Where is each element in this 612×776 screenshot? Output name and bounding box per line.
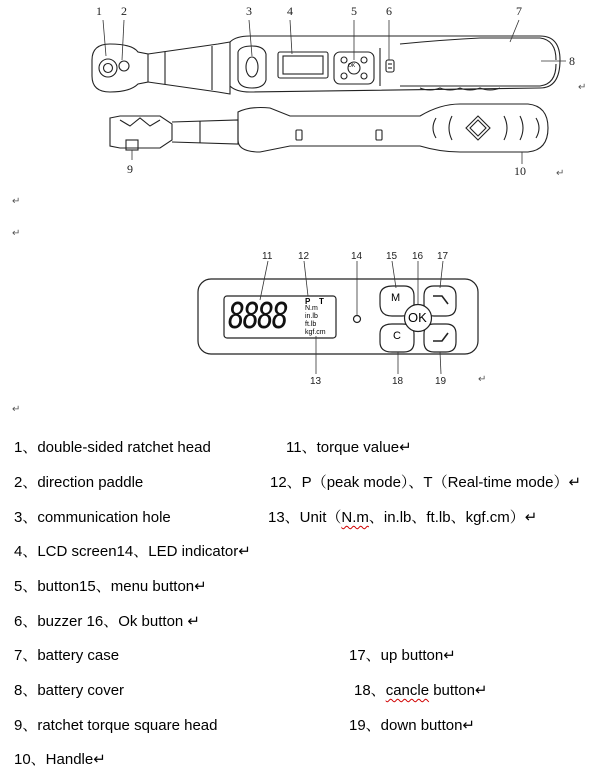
callout-3: 3 [246,4,252,18]
communication-hole [246,57,258,77]
down-button [424,324,456,352]
legend-item-9: 9、ratchet torque square head [14,717,218,734]
return-mark: ↵ [12,196,21,207]
legend-item-3: 3、communication hole [14,509,171,526]
legend-item-6: 6、buzzer 16、Ok button ↵ [14,613,200,630]
legend-item-2: 2、direction paddle [14,474,144,491]
return-mark: ↵ [478,374,487,385]
callout-1: 1 [96,4,102,18]
callout-14: 14 [351,251,363,262]
callout-7: 7 [516,4,522,18]
callout-11: 11 [262,251,273,262]
callout-4: 4 [287,4,293,18]
callout-17: 17 [437,251,449,262]
callout-13: 13 [310,376,322,387]
legend-13-spell: N.m [341,509,369,526]
legend-item-13 [268,506,537,527]
callout-18: 18 [392,376,404,387]
legend-item-5: 5、button15、menu button↵ [14,578,207,595]
callout-15: 15 [386,251,398,262]
legend-item-11: 11、torque value↵ [286,439,412,456]
return-mark: ↵ [12,404,21,415]
legend-item-8: 8、battery cover [14,682,125,699]
legend-18-post: button↵ [429,682,488,699]
callout-16: 16 [412,251,424,262]
legend-13-pre: 13、Unit（ [268,509,342,526]
callout-10: 10 [514,164,526,178]
ratchet-head-side [110,116,172,148]
callout-12: 12 [298,251,310,262]
legend-item-4: 4、LCD screen14、LED indicator↵ [14,543,251,560]
unit-ftlb: ft.lb [305,321,317,328]
callout-19: 19 [435,376,447,387]
wrench-top-view [92,36,560,94]
callout-6: 6 [386,4,392,18]
return-mark: ↵ [12,228,21,239]
legend-item-18 [354,679,488,700]
callout-8: 8 [569,54,575,68]
body-side [238,104,548,152]
legend-item-7: 7、battery case [14,647,120,664]
battery-cover [400,64,556,86]
return-mark: ↵ [578,82,587,93]
legend-item-12: 12、P（peak mode）、T（Real-time mode）↵ [270,474,582,491]
unit-inlb: in.lb [305,313,318,320]
ok-button-label: OK [408,310,427,325]
lcd-digits: 8888 [228,296,287,337]
wrench-side-view [110,104,548,152]
shaft-side [172,120,238,144]
legend-13-post: 、in.lb、ft.lb、kgf.cm）↵ [368,509,538,526]
legend-18-pre: 18、 [354,682,386,699]
legend-item-10: 10、Handle↵ [14,751,106,768]
small-ok-label: OK [348,63,356,69]
unit-nm: N.m [305,305,318,312]
shaft-top [148,42,230,94]
legend-item-1: 1、double-sided ratchet head [14,439,211,456]
menu-button-label: M [391,292,401,304]
return-mark: ↵ [556,168,565,179]
square-drive-top [99,59,117,77]
battery-case [400,38,556,60]
legend-item-17: 17、up button↵ [349,647,456,664]
cancel-button-label: C [393,330,401,342]
mode-realtime: T [319,297,324,306]
legend-18-spell: cancle [385,682,430,699]
callout-5: 5 [351,4,357,18]
mode-peak: P [305,297,311,306]
unit-kgfcm: kgf.cm [305,329,326,336]
body-top [230,36,560,92]
legend-item-19: 19、down button↵ [349,717,475,734]
callout-2: 2 [121,4,127,18]
callout-9: 9 [127,162,133,176]
direction-paddle [119,61,129,71]
led-indicator [354,316,361,323]
